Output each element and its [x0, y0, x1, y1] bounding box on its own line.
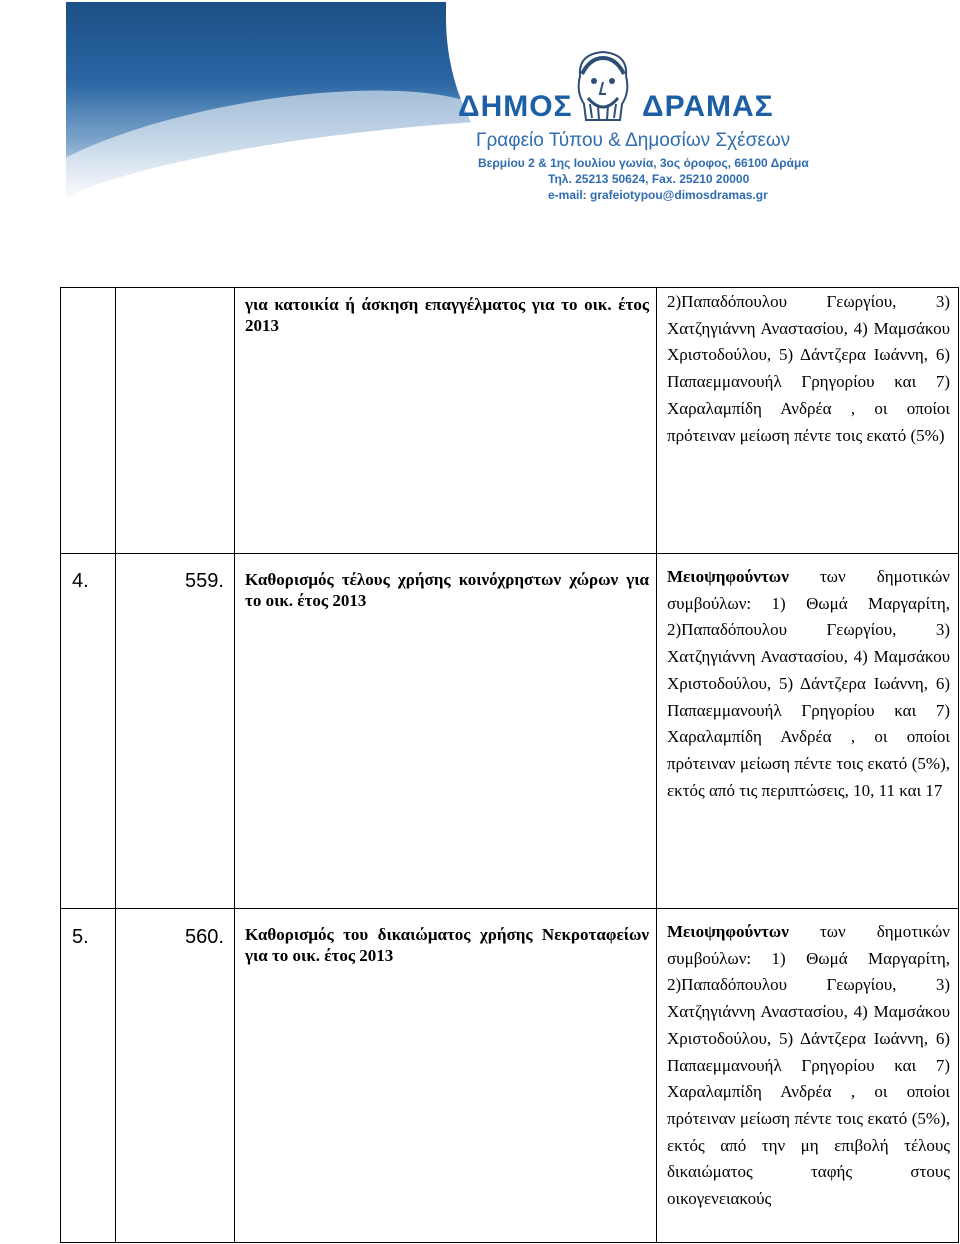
- table-border: [60, 1242, 959, 1243]
- table-border: [60, 287, 959, 288]
- table-row: [245, 294, 649, 336]
- row-number: 4.: [72, 570, 89, 592]
- decision-description: Μειοψηφούντων των δημοτικών συμβούλων: 1) Θωμά Μαργαρίτη, 2)Παπαδόπουλου Γεωργίου, 3) Χατζηγιάννη Αναστασίου, 4) Μαμσάκου Χριστοδούλου, 5) Δάντζερα Ιωάννη, 6) Παπαεμμανουήλ Γρηγορίου και 7) Χαραλαμπίδη Ανδρέα , οι οποίοι πρότειναν μείωση πέντε τοις εκατό (5%), εκτός από την μη επιβολή τέλους δικαιώματος ταφής στους οικογενειακούς: [667, 922, 950, 1209]
- table-border: [60, 908, 959, 909]
- table-border: [958, 287, 959, 1243]
- header-email: e-mail: grafeiotypou@dimosdramas.gr: [548, 188, 768, 202]
- header-phone: Τηλ. 25213 50624, Fax. 25210 20000: [548, 172, 750, 186]
- decision-number: 560.: [185, 926, 224, 948]
- table-border: [60, 287, 61, 1243]
- decision-description: Μειοψηφούντων των δημοτικών συμβούλων: 1) Θωμά Μαργαρίτη, 2)Παπαδόπουλου Γεωργίου, 3) Χατζηγιάννη Αναστασίου, 4) Μαμσάκου Χριστοδούλου, 5) Δάντζερα Ιωάννη, 6) Παπαεμμανουήλ Γρηγορίου και 7) Χαραλαμπίδη Ανδρέα , οι οποίοι πρότειναν μείωση πέντε τοις εκατό (5%), εκτός από τις περιπτώσεις, 10, 11 και 17: [667, 567, 950, 800]
- row-number: 5.: [72, 926, 89, 948]
- municipal-head-emblem-icon: [570, 46, 636, 124]
- table-border: [656, 287, 657, 1243]
- table-row: [245, 569, 649, 611]
- table-border: [234, 287, 235, 1243]
- decision-description: 2)Παπαδόπουλου Γεωργίου, 3) Χατζηγιάννη Αναστασίου, 4) Μαμσάκου Χριστοδούλου, 5) Δάντζερα Ιωάννη, 6) Παπαεμμανουήλ Γρηγορίου και 7) Χαραλαμπίδη Ανδρέα , οι οποίοι πρότειναν μείωση πέντε τοις εκατό (5%): [667, 292, 950, 445]
- table-border: [115, 287, 116, 1243]
- decision-title: για κατοικία ή άσκηση επαγγέλματος για το οικ. έτος 2013: [245, 295, 649, 335]
- header-city-left: ΔΗΜΟΣ: [458, 90, 573, 123]
- table-row: [245, 924, 649, 966]
- header-address: Βερμίου 2 & 1ης Ιουλίου γωνία, 3ος όροφος, 66100 Δράμα: [478, 156, 809, 170]
- decision-number: 559.: [185, 570, 224, 592]
- header-city-right: ΔΡΑΜΑΣ: [642, 90, 774, 123]
- decision-title: Καθορισμός τέλους χρήσης κοινόχρηστων χώρων για το οικ. έτος 2013: [245, 570, 649, 610]
- header-office: Γραφείο Τύπου & Δημοσίων Σχέσεων: [476, 130, 791, 151]
- table-border: [60, 553, 959, 554]
- decision-title: Καθορισμός του δικαιώματος χρήσης Νεκροταφείων για το οικ. έτος 2013: [245, 925, 649, 965]
